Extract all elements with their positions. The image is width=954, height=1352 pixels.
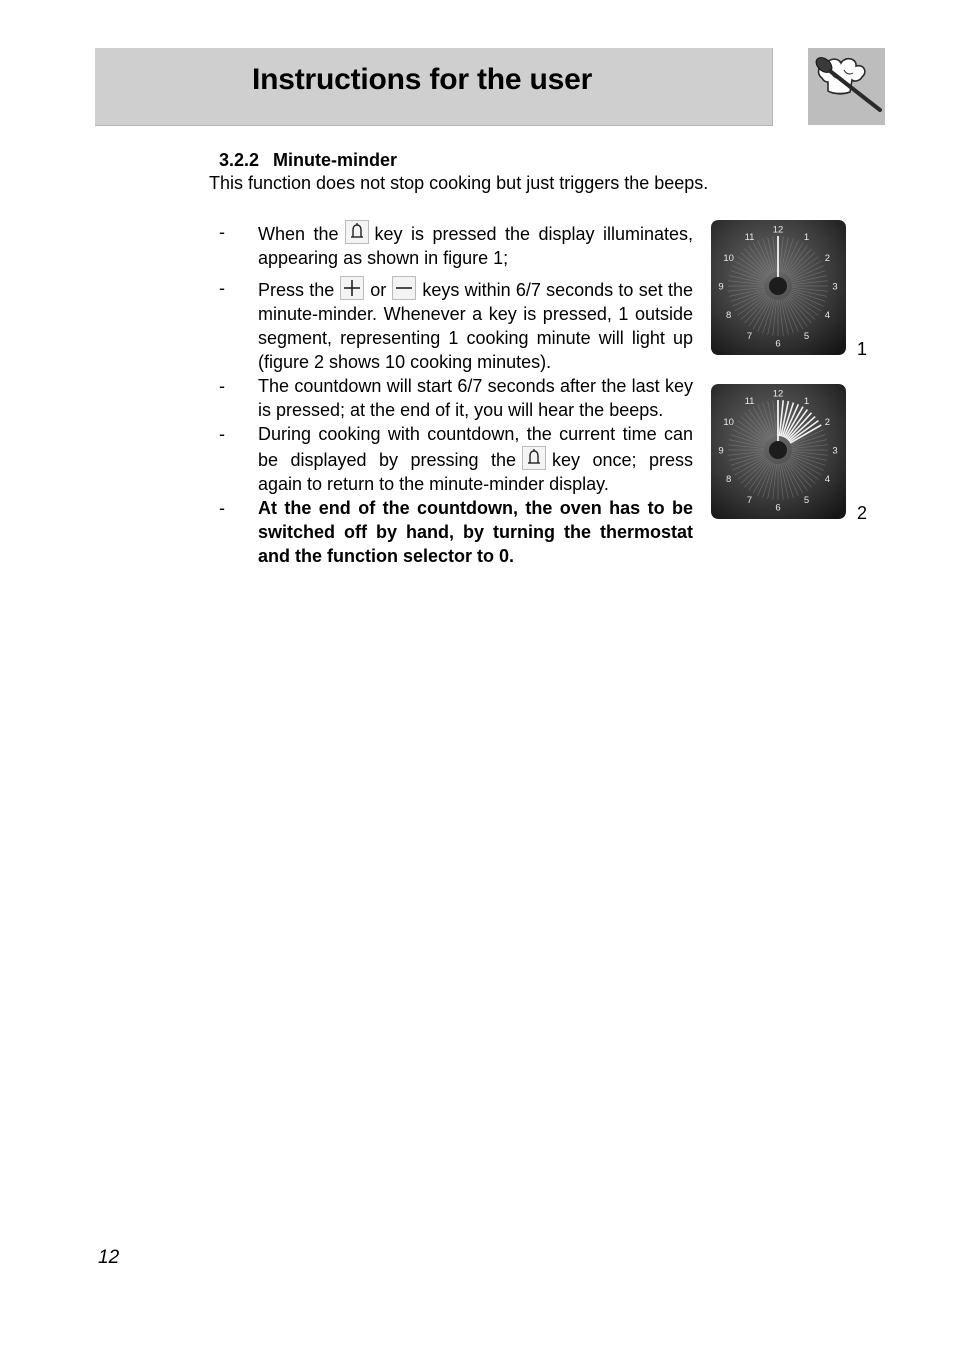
dial-hour-number: 4 bbox=[824, 310, 831, 321]
dial-hour-number: 10 bbox=[723, 417, 734, 428]
minute-minder-display-figure-2 bbox=[711, 384, 846, 519]
list-dash: - bbox=[219, 424, 225, 444]
bullet4-text-after: key once; press again to return to the minute-minder display. bbox=[258, 450, 694, 494]
dial-hour-number: 3 bbox=[832, 445, 838, 457]
list-item bbox=[213, 276, 693, 374]
list-dash: - bbox=[219, 278, 225, 298]
dial-svg bbox=[711, 220, 846, 355]
list-item bbox=[213, 374, 693, 422]
list-dash: - bbox=[219, 376, 225, 396]
bullet5-warning-text: At the end of the countdown, the oven has to be switched off by hand, by turning the thermostat and the function selector to 0. bbox=[258, 498, 693, 566]
dial-hour-number: 1 bbox=[803, 396, 810, 408]
dial-center-hub bbox=[769, 277, 787, 295]
dial-hour-number: 12 bbox=[772, 388, 784, 400]
bullet1-text-after: key is pressed the display illuminates, appearing as shown in figure 1; bbox=[258, 224, 693, 268]
section-heading bbox=[219, 150, 397, 171]
section-number: 3.2.2 bbox=[219, 150, 260, 170]
page-number: 12 bbox=[98, 1247, 120, 1268]
dial-hour-number: 11 bbox=[744, 396, 755, 408]
bullet3-text: The countdown will start 6/7 seconds after the last key is pressed; at the end of it, you will hear the beeps. bbox=[258, 376, 693, 420]
bell-icon bbox=[522, 446, 546, 470]
dial-hour-number: 9 bbox=[718, 281, 724, 293]
figure-label: 1 bbox=[857, 339, 868, 359]
dial-hour-number: 9 bbox=[718, 445, 724, 457]
bell-icon bbox=[345, 220, 369, 244]
bullet1-text-before: When the bbox=[258, 224, 339, 244]
section-title: Minute-minder bbox=[273, 150, 398, 170]
list-dash: - bbox=[219, 222, 225, 242]
dial-hour-number: 11 bbox=[744, 232, 755, 244]
dial-hour-number: 12 bbox=[772, 224, 784, 236]
bullet2-text-part3: keys within 6/7 seconds to set the minute-minder. Whenever a key is pressed, 1 outside segment, representing 1 cooking minute will light up (figure 2 shows 10 cooking minutes). bbox=[258, 280, 693, 372]
dial-hour-number: 2 bbox=[824, 417, 831, 428]
dial-hour-number: 6 bbox=[775, 502, 781, 514]
header-bar bbox=[95, 48, 773, 126]
page-header-title: Instructions for the user bbox=[252, 63, 593, 96]
dial-svg bbox=[711, 384, 846, 519]
list-item bbox=[213, 220, 693, 270]
dial-hour-number: 8 bbox=[725, 474, 732, 485]
chef-spoon-logo-icon bbox=[808, 48, 885, 125]
dial-hour-number: 6 bbox=[775, 338, 781, 350]
bullet4-text-before: During cooking with countdown, the current time can be displayed by pressing the bbox=[258, 424, 693, 470]
dial-hour-number: 5 bbox=[803, 330, 810, 342]
plus-icon bbox=[340, 276, 364, 300]
dial-hour-number: 10 bbox=[723, 253, 734, 264]
minus-icon bbox=[392, 276, 416, 300]
dial-hour-number: 2 bbox=[824, 253, 831, 264]
bullet2-text-part1: Press the bbox=[258, 280, 335, 300]
dial-hour-number: 7 bbox=[746, 494, 753, 506]
dial-hour-number: 4 bbox=[824, 474, 831, 485]
list-item bbox=[213, 496, 693, 568]
dial-hour-number: 1 bbox=[803, 232, 810, 244]
instruction-list bbox=[213, 220, 693, 568]
section-intro: This function does not stop cooking but just triggers the beeps. bbox=[209, 173, 709, 193]
dial-hour-number: 3 bbox=[832, 281, 838, 293]
dial-hour-number: 8 bbox=[725, 310, 732, 321]
figure-label: 2 bbox=[857, 503, 868, 523]
minute-minder-display-figure-1 bbox=[711, 220, 846, 355]
list-dash: - bbox=[219, 498, 225, 518]
dial-center-hub bbox=[769, 441, 787, 459]
dial-hour-number: 7 bbox=[746, 330, 753, 342]
list-item bbox=[213, 422, 693, 496]
bullet2-text-part2: or bbox=[370, 280, 387, 300]
dial-hour-number: 5 bbox=[803, 494, 810, 506]
